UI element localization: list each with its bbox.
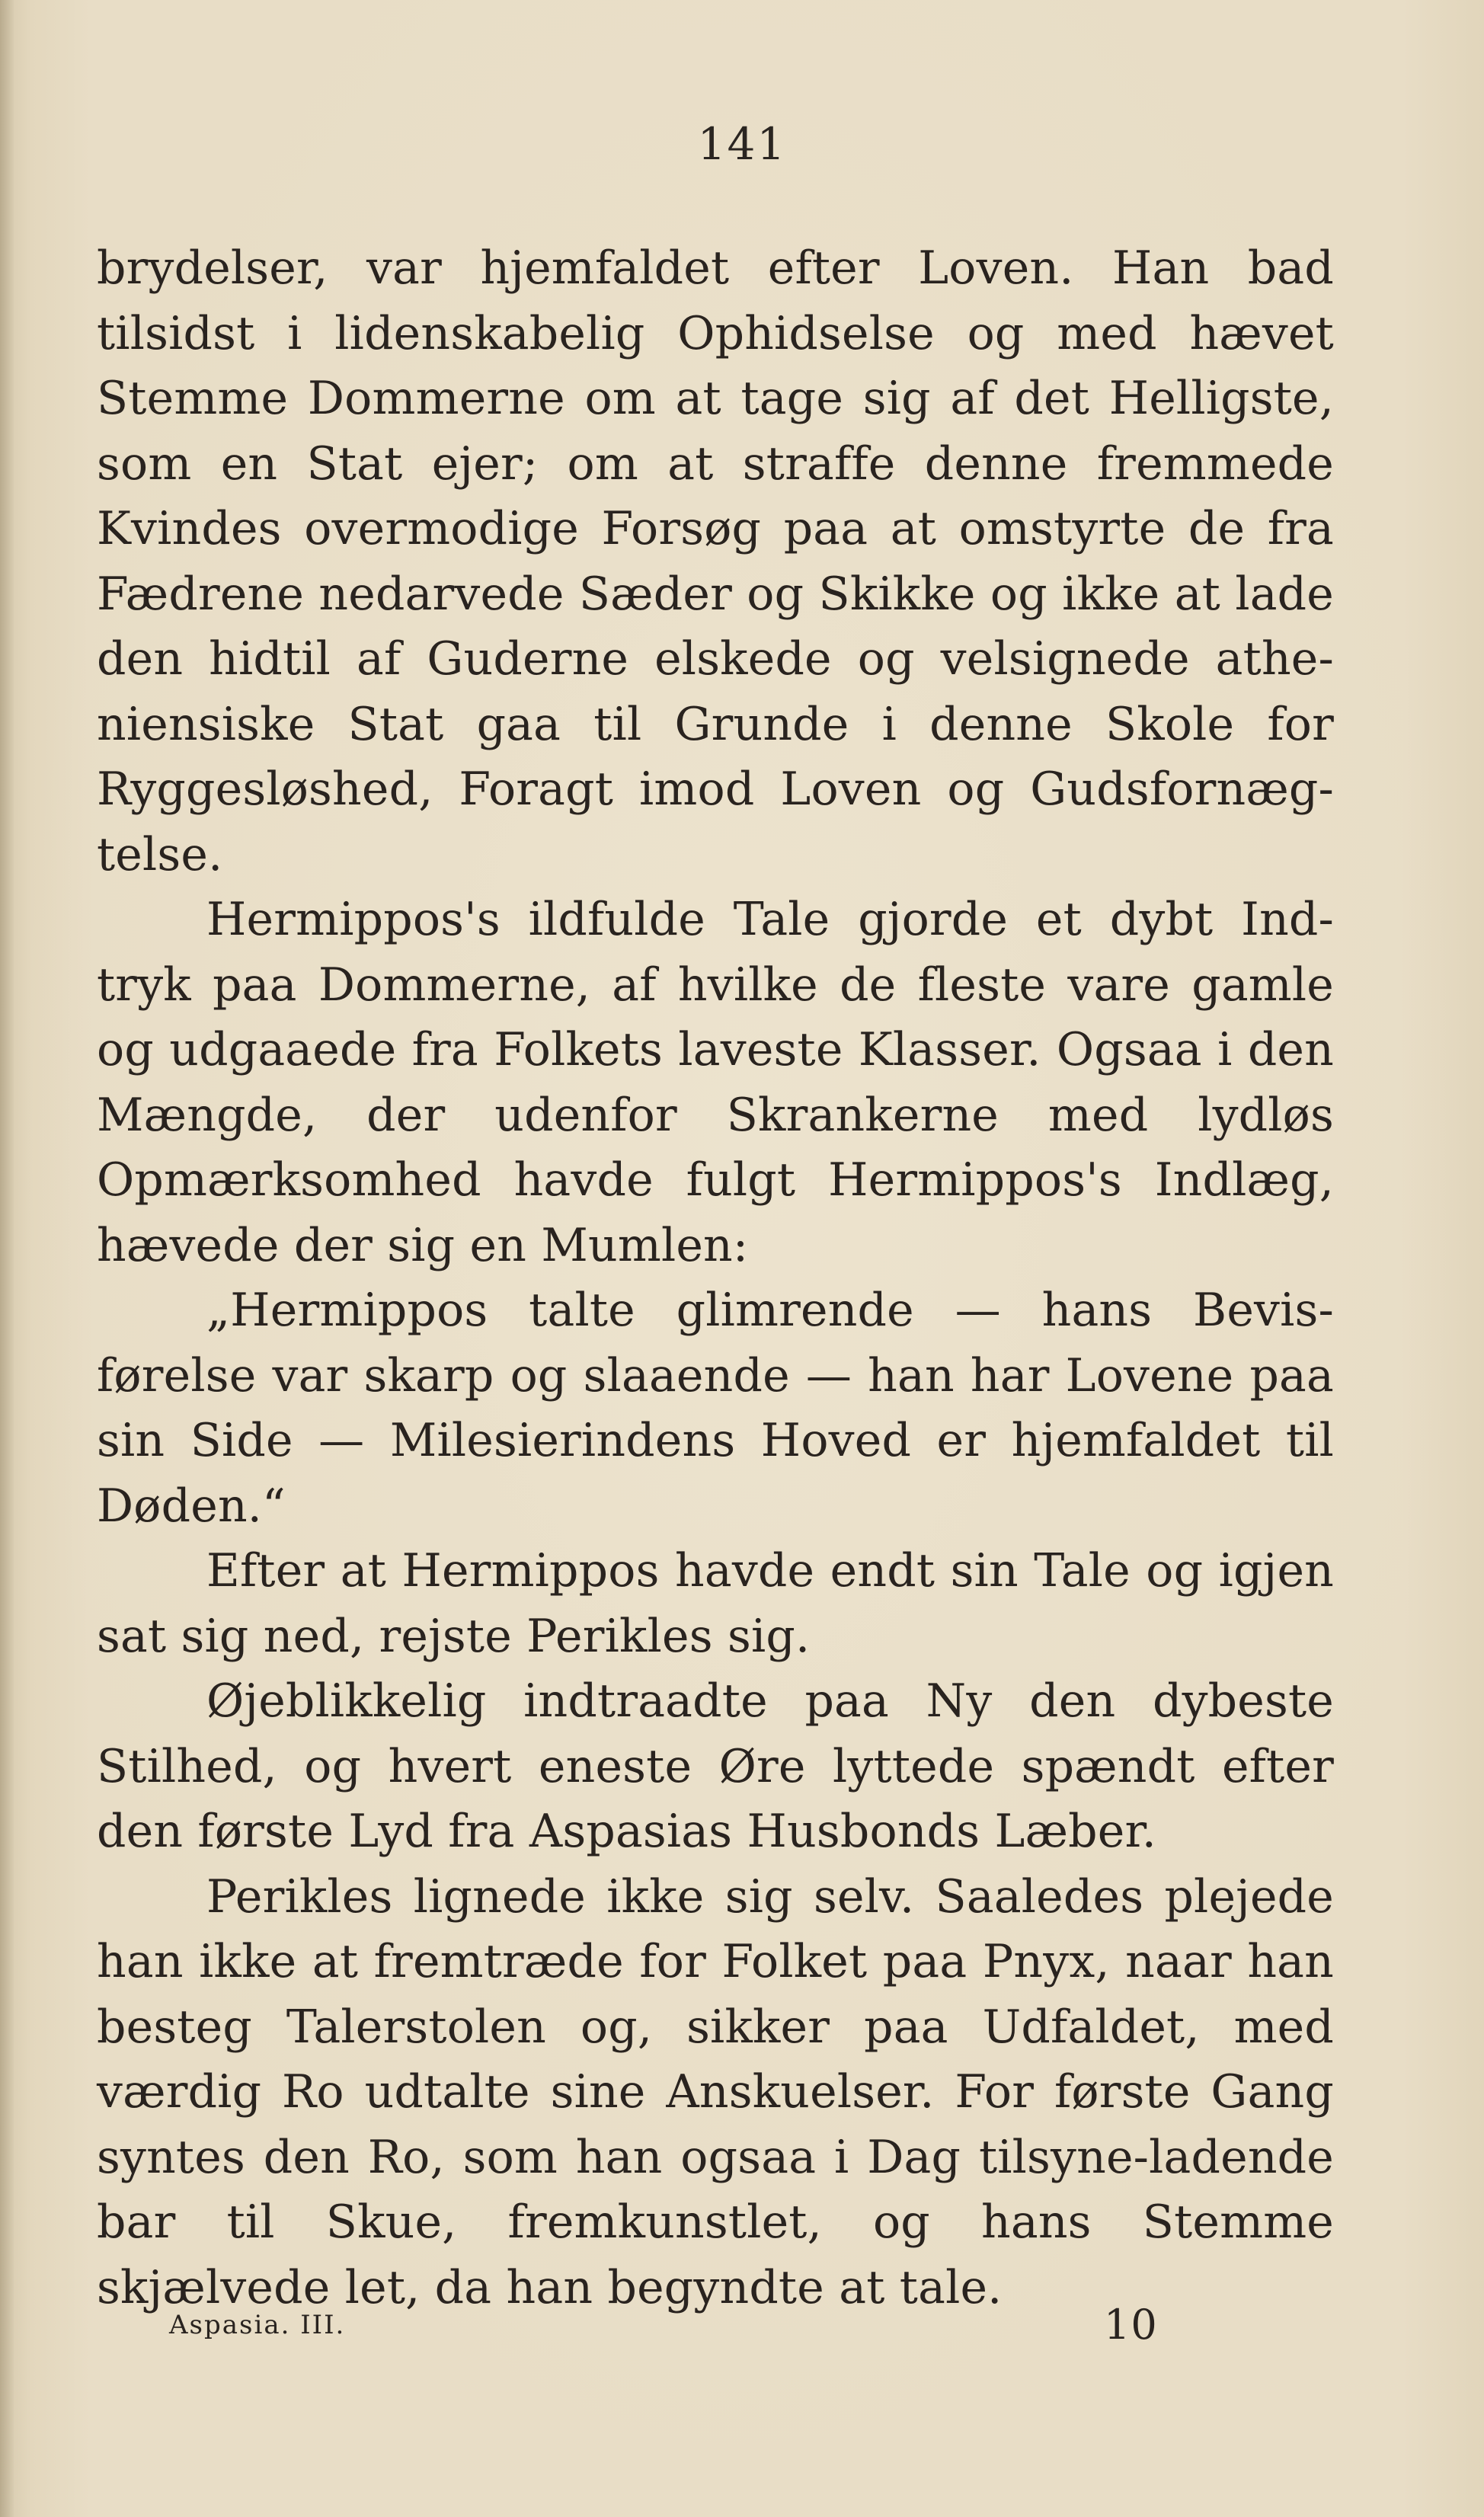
page-footer [169, 2301, 1158, 2354]
paragraph-4: Efter at Hermippos havde endt sin Tale og igjen sat sig ned, rejste Perikles sig. [97, 1544, 1334, 1663]
paragraph-3-quote: „Hermippos talte glimrende — hans Bevis-førelse var skarp og slaaende — han har Lovene paa sin Side — Milesierindens Hoved er hjemfaldet til Døden.“ [97, 1284, 1334, 1533]
paragraph-1: brydelser, var hjemfaldet efter Loven. Han bad tilsidst i lidenskabelig Ophidselse og med hævet Stemme Dommerne om at tage sig af det Helligste, som en Stat ejer; om at straffe denne fremmede Kvindes overmodige Forsøg paa at omstyrte de fra Fædrene nedarvede Sæder og Skikke og ikke at lade den hidtil af Guderne elskede og velsignede athe-niensiske Stat gaa til Grunde i denne Skole for Ryggesløshed, Foragt imod Loven og Gudsfornæg-telse. [97, 241, 1334, 881]
signature-mark: Aspasia. III. [169, 2310, 346, 2340]
paragraph-6: Perikles lignede ikke sig selv. Saaledes plejede han ikke at fremtræde for Folket paa Pnyx, naar han besteg Talerstolen og, sikker paa Udfaldet, med værdig Ro udtalte sine Anskuelser. For første Gang syntes den Ro, som han ogsaa i Dag tilsyne-ladende bar til Skue, fremkunstlet, og hans Stemme skjælvede let, da han begyndte at tale. [97, 1869, 1334, 2314]
paragraph-2: Hermippos's ildfulde Tale gjorde et dybt Ind-tryk paa Dommerne, af hvilke de fleste vare gamle og udgaaede fra Folkets laveste Klasser. Ogsaa i den Mængde, der udenfor Skrankerne med lydløs Opmærksomhed havde fulgt Hermippos's Indlæg, hævede der sig en Mumlen: [97, 893, 1334, 1272]
sheet-number: 10 [1104, 2301, 1158, 2349]
page-gutter-shadow [0, 0, 14, 2517]
page-number: 141 [697, 118, 787, 170]
paragraph-5: Øjeblikkelig indtraadte paa Ny den dybeste Stilhed, og hvert eneste Øre lyttede spændt efter den første Lyd fra Aspasias Husbonds Læber. [97, 1674, 1334, 1858]
body-text [97, 236, 1334, 2320]
